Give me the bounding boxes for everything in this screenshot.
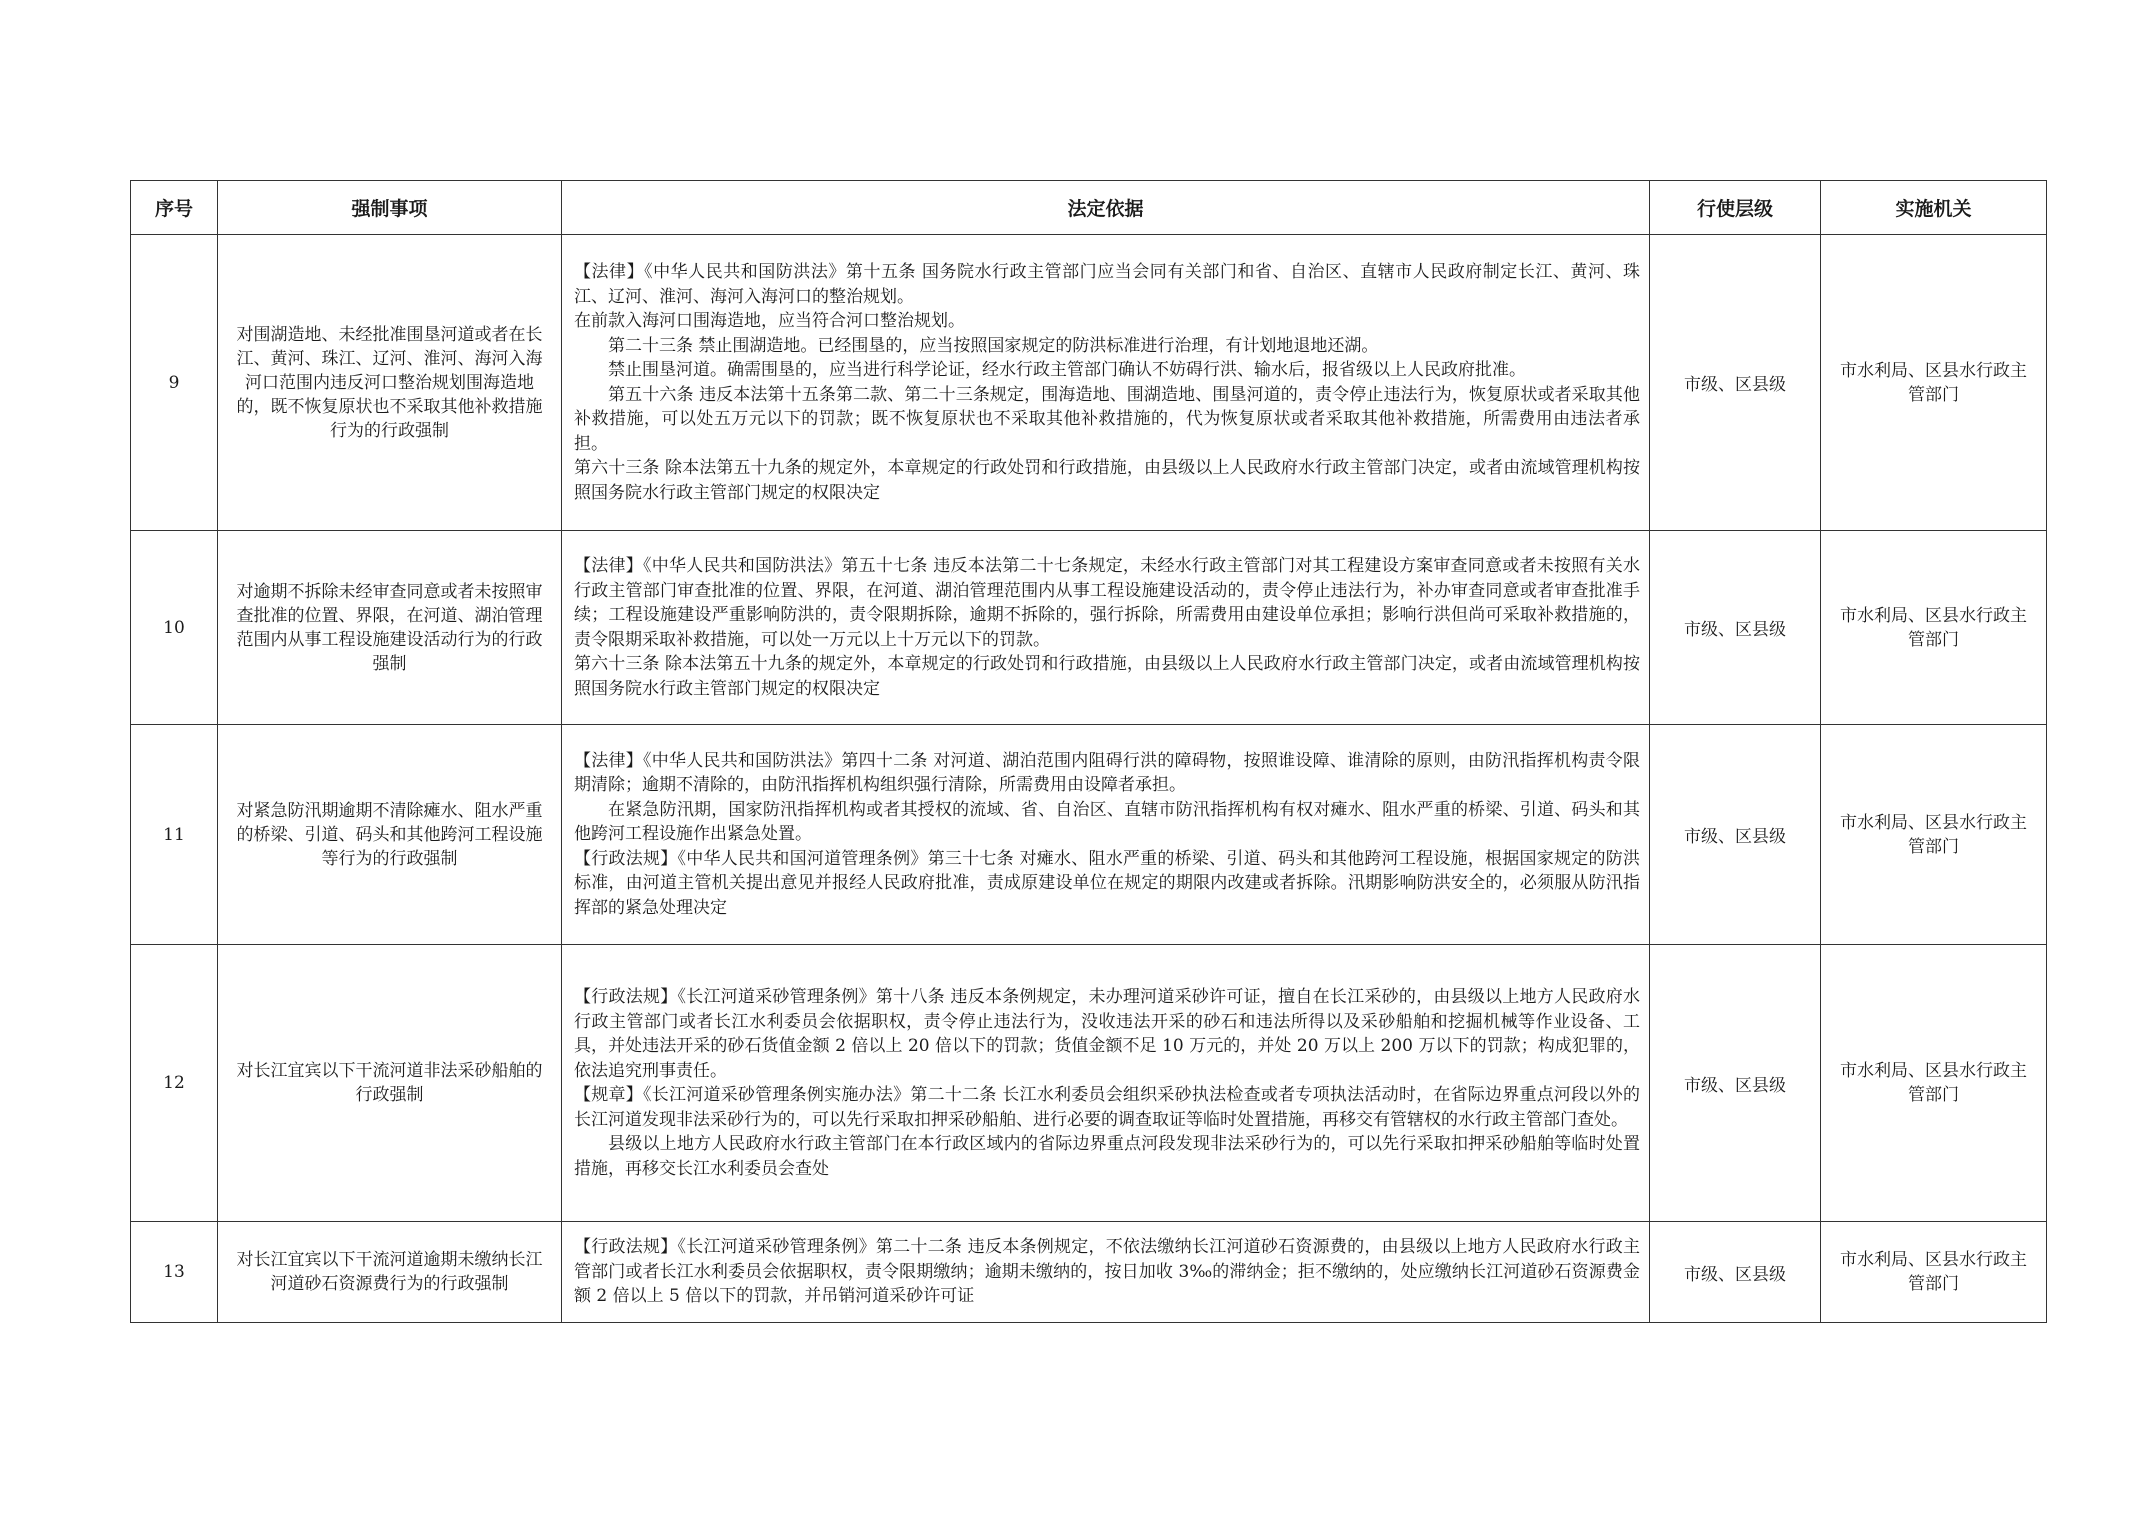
basis-paragraph: 在前款入海河口围海造地，应当符合河口整治规划。 (574, 311, 965, 331)
row-number: 9 (131, 235, 218, 531)
legal-basis (562, 531, 1650, 725)
basis-paragraph: 【行政法规】《长江河道采砂管理条例》第十八条 违反本条例规定，未办理河道采砂许可证，擅自在长江采砂的，由县级以上地方人民政府水行政主管部门或者长江水利委员会依据职权，责令停止违法行为，没收违法开采的砂石和违法所得以及采砂船舶和挖掘机械等作业设备、工具，并处违法开采的砂石货值金额 2 倍以上 20 倍以下的罚款；货值金额不足 10 万元的，并处 20 万以上 200 万以下的罚款；构成犯罪的，依法追究刑事责任。 (574, 987, 1640, 1081)
basis-paragraph: 【法律】《中华人民共和国防洪法》第十五条 国务院水行政主管部门应当会同有关部门和省、自治区、直辖市人民政府制定长江、黄河、珠江、辽河、淮河、海河入海河口的整治规划。 (574, 262, 1640, 307)
implementing-agency: 市水利局、区县水行政主管部门 (1821, 531, 2047, 725)
table-header-row (131, 181, 2047, 235)
basis-paragraph: 【法律】《中华人民共和国防洪法》第四十二条 对河道、湖泊范围内阻碍行洪的障碍物，按照谁设障、谁清除的原则，由防汛指挥机构责令限期清除；逾期不清除的，由防汛指挥机构组织强行清除，所需费用由设障者承担。 (574, 750, 1640, 796)
legal-basis (562, 945, 1650, 1222)
legal-basis (562, 725, 1650, 945)
table-row (131, 235, 2047, 531)
document-page (130, 180, 2046, 1323)
enforcement-item: 对长江宜宾以下干流河道逾期未缴纳长江河道砂石资源费行为的行政强制 (218, 1222, 562, 1323)
basis-paragraph: 在紧急防汛期，国家防汛指挥机构或者其授权的流域、省、自治区、直辖市防汛指挥机构有权对瘫水、阻水严重的桥梁、引道、码头和其他跨河工程设施作出紧急处置。 (574, 799, 1640, 845)
exercise-level: 市级、区县级 (1650, 945, 1821, 1222)
basis-paragraph: 县级以上地方人民政府水行政主管部门在本行政区域内的省际边界重点河段发现非法采砂行为的，可以先行采取扣押采砂船舶等临时处置措施，再移交长江水利委员会查处 (574, 1134, 1640, 1179)
implementing-agency: 市水利局、区县水行政主管部门 (1821, 725, 2047, 945)
enforcement-item: 对长江宜宾以下干流河道非法采砂船舶的行政强制 (218, 945, 562, 1222)
enforcement-table (130, 180, 2047, 1323)
row-number: 11 (131, 725, 218, 945)
enforcement-item: 对紧急防汛期逾期不清除瘫水、阻水严重的桥梁、引道、码头和其他跨河工程设施等行为的行政强制 (218, 725, 562, 945)
header-org: 实施机关 (1821, 181, 2047, 235)
exercise-level: 市级、区县级 (1650, 725, 1821, 945)
row-number: 13 (131, 1222, 218, 1323)
basis-paragraph: 第五十六条 违反本法第十五条第二款、第二十三条规定，围海造地、围湖造地、围垦河道的，责令停止违法行为，恢复原状或者采取其他补救措施，可以处五万元以下的罚款；既不恢复原状也不采取其他补救措施的，代为恢复原状或者采取其他补救措施，所需费用由违法者承担。 (574, 384, 1640, 454)
row-number: 12 (131, 945, 218, 1222)
enforcement-item: 对围湖造地、未经批准围垦河道或者在长江、黄河、珠江、辽河、淮河、海河入海河口范围内违反河口整治规划围海造地的，既不恢复原状也不采取其他补救措施行为的行政强制 (218, 235, 562, 531)
table-row (131, 1222, 2047, 1323)
table-row (131, 945, 2047, 1222)
table-row (131, 725, 2047, 945)
header-level: 行使层级 (1650, 181, 1821, 235)
implementing-agency: 市水利局、区县水行政主管部门 (1821, 1222, 2047, 1323)
implementing-agency: 市水利局、区县水行政主管部门 (1821, 235, 2047, 531)
basis-paragraph: 第二十三条 禁止围湖造地。已经围垦的，应当按照国家规定的防洪标准进行治理，有计划地退地还湖。 (608, 335, 1379, 356)
basis-paragraph: 第六十三条 除本法第五十九条的规定外，本章规定的行政处罚和行政措施，由县级以上人民政府水行政主管部门决定，或者由流域管理机构按照国务院水行政主管部门规定的权限决定 (574, 458, 1640, 503)
basis-paragraph: 第六十三条 除本法第五十九条的规定外，本章规定的行政处罚和行政措施，由县级以上人民政府水行政主管部门决定，或者由流域管理机构按照国务院水行政主管部门规定的权限决定 (574, 654, 1640, 699)
basis-paragraph: 【行政法规】《长江河道采砂管理条例》第二十二条 违反本条例规定，不依法缴纳长江河道砂石资源费的，由县级以上地方人民政府水行政主管部门或者长江水利委员会依据职权，责令限期缴纳；逾期未缴纳的，按日加收 3‰的滞纳金；拒不缴纳的，处应缴纳长江河道砂石资源费金额 2 倍以上 5 倍以下的罚款，并吊销河道采砂许可证 (574, 1237, 1640, 1307)
legal-basis (562, 1222, 1650, 1323)
enforcement-item: 对逾期不拆除未经审查同意或者未按照审查批准的位置、界限，在河道、湖泊管理范围内从事工程设施建设活动行为的行政强制 (218, 531, 562, 725)
basis-paragraph: 【规章】《长江河道采砂管理条例实施办法》第二十二条 长江水利委员会组织采砂执法检查或者专项执法活动时，在省际边界重点河段以外的长江河道发现非法采砂行为的，可以先行采取扣押采砂船舶、进行必要的调查取证等临时处置措施，再移交有管辖权的水行政主管部门查处。 (574, 1085, 1640, 1130)
basis-paragraph: 禁止围垦河道。确需围垦的，应当进行科学论证，经水行政主管部门确认不妨碍行洪、输水后，报省级以上人民政府批准。 (608, 360, 1526, 380)
basis-paragraph: 【法律】《中华人民共和国防洪法》第五十七条 违反本法第二十七条规定，未经水行政主管部门对其工程建设方案审查同意或者未按照有关水行政主管部门审查批准的位置、界限，在河道、湖泊管理范围内从事工程设施建设活动的，责令停止违法行为，补办审查同意或者审查批准手续；工程设施建设严重影响防洪的，责令限期拆除，逾期不拆除的，强行拆除，所需费用由建设单位承担；影响行洪但尚可采取补救措施的，责令限期采取补救措施，可以处一万元以上十万元以下的罚款。 (574, 556, 1640, 650)
basis-paragraph: 【行政法规】《中华人民共和国河道管理条例》第三十七条 对瘫水、阻水严重的桥梁、引道、码头和其他跨河工程设施，根据国家规定的防洪标准，由河道主管机关提出意见并报经人民政府批准，责成原建设单位在规定的期限内改建或者拆除。汛期影响防洪安全的，必须服从防汛指挥部的紧急处理决定 (574, 848, 1640, 918)
exercise-level: 市级、区县级 (1650, 1222, 1821, 1323)
legal-basis (562, 235, 1650, 531)
header-item: 强制事项 (218, 181, 562, 235)
header-basis: 法定依据 (562, 181, 1650, 235)
header-no: 序号 (131, 181, 218, 235)
row-number: 10 (131, 531, 218, 725)
table-row (131, 531, 2047, 725)
implementing-agency: 市水利局、区县水行政主管部门 (1821, 945, 2047, 1222)
exercise-level: 市级、区县级 (1650, 235, 1821, 531)
exercise-level: 市级、区县级 (1650, 531, 1821, 725)
